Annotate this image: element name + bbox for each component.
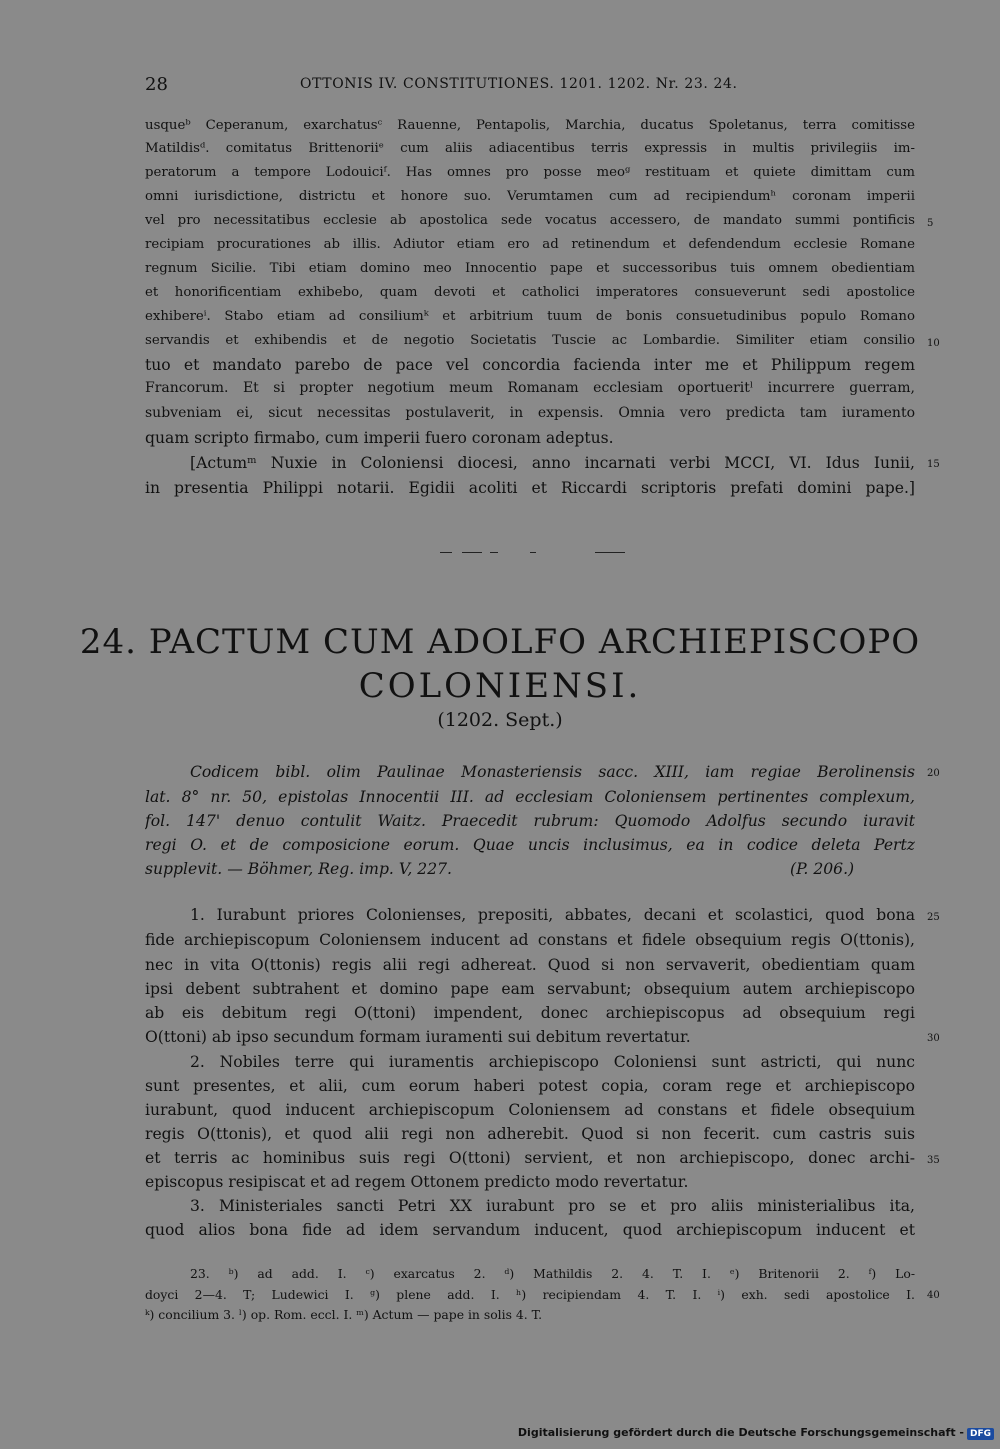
page-number: 28 xyxy=(145,74,168,95)
body-line: O(ttoni) ab ipso secundum formam iuramenti sui debitum revertatur. xyxy=(145,1028,691,1046)
intro-line: regi O. et de composicione eorum. Quae uncis inclusimus, ea in codice deleta Pertz xyxy=(145,836,915,854)
separator-rule xyxy=(490,552,498,553)
document-title-cont: COLONIENSI. xyxy=(358,666,642,706)
body-line: ipsi debent subtrahent et domino pape eam servabunt; obsequium autem archiepiscopo xyxy=(145,980,915,998)
body-line: iurabunt, quod inducent archiepiscopum Coloniensem ad constans et fidele obsequium xyxy=(145,1101,915,1119)
line-number: 25 xyxy=(927,912,940,923)
line-number: 35 xyxy=(927,1155,940,1166)
text-line: peratorum a tempore Lodouiciᶠ. Has omnes pro posse meoᵍ restituam et quiete dimittam cum xyxy=(145,165,915,180)
credit-text: Digitalisierung gefördert durch die Deutsche Forschungsgemeinschaft - xyxy=(517,1426,964,1439)
text-line: [Actumᵐ Nuxie in Coloniensi diocesi, anno incarnati verbi MCCI, VI. Idus Iunii, xyxy=(190,454,915,472)
body-line: 1. Iurabunt priores Colonienses, prepositi, abbates, decani et scolastici, quod bona xyxy=(190,906,915,924)
text-line: exhibereⁱ. Stabo etiam ad consiliumᵏ et arbitrium tuum de bonis consuetudinibus populo Romano xyxy=(145,309,915,324)
intro-line: lat. 8° nr. 50, epistolas Innocentii III. ad ecclesiam Coloniensem pertinentes complexum, xyxy=(145,788,915,806)
text-line: recipiam procurationes ab illis. Adiutor etiam ero ad retinendum et defendendum ecclesie Romane xyxy=(145,237,915,252)
text-line: subveniam ei, sicut necessitas postulaverit, in expensis. Omnia vero predicta tam iuramento xyxy=(145,405,915,421)
footnote-line: ᵏ) concilium 3. ˡ) op. Rom. eccl. I. ᵐ) Actum — pape in solis 4. T. xyxy=(145,1307,543,1322)
body-line: ab eis debitum regi O(ttoni) impendent, donec archiepiscopus ad obsequium regi xyxy=(145,1004,915,1022)
dfg-logo: DFG xyxy=(967,1428,994,1440)
text-line: usqueᵇ Ceperanum, exarchatusᶜ Rauenne, Pentapolis, Marchia, ducatus Spoletanus, terra comitisse xyxy=(145,118,915,133)
line-number: 30 xyxy=(927,1033,940,1044)
intro-line: supplevit. — Böhmer, Reg. imp. V, 227. xyxy=(145,860,453,878)
separator-rule xyxy=(595,552,625,553)
body-line: episcopus resipiscat et ad regem Ottonem predicto modo revertatur. xyxy=(145,1173,689,1191)
text-line: Francorum. Et si propter negotium meum Romanam ecclesiam oportueritˡ incurrere guerram, xyxy=(145,380,915,396)
body-line: sunt presentes, et alii, cum eorum haberi potest copia, coram rege et archiepiscopo xyxy=(145,1077,915,1095)
line-number: 40 xyxy=(927,1290,940,1301)
document-title: 24. PACTUM CUM ADOLFO ARCHIEPISCOPO xyxy=(79,622,921,662)
line-number: 15 xyxy=(927,459,940,470)
body-line: 3. Ministeriales sancti Petri XX iurabunt pro se et pro aliis ministerialibus ita, xyxy=(190,1197,915,1215)
running-title: OTTONIS IV. CONSTITUTIONES. 1201. 1202. Nr. 23. 24. xyxy=(300,76,738,92)
document-date: (1202. Sept.) xyxy=(437,709,563,731)
intro-line: fol. 147' denuo contulit Waitz. Praecedit rubrum: Quomodo Adolfus secundo iuravit xyxy=(145,812,915,830)
separator-rule xyxy=(462,552,482,553)
text-line: et honorificentiam exhibebo, quam devoti et catholici imperatores consueverunt sedi apostolice xyxy=(145,285,915,300)
footnote-line: doyci 2—4. T; Ludewici I. ᵍ) plene add. I. ʰ) recipiendam 4. T. I. ⁱ) exh. sedi apostolice I. xyxy=(145,1287,915,1302)
intro-reference: (P. 206.) xyxy=(790,860,855,878)
body-line: et terris ac hominibus suis regi O(ttoni) servient, et non archiepiscopo, donec archi- xyxy=(145,1149,915,1167)
separator-rule xyxy=(530,552,536,553)
body-line: nec in vita O(ttonis) regis alii regi adhereat. Quod si non servaverit, obedientiam quam xyxy=(145,956,915,974)
line-number: 20 xyxy=(927,768,940,779)
text-line: in presentia Philippi notarii. Egidii acoliti et Riccardi scriptoris prefati domini pape.] xyxy=(145,479,915,497)
intro-line: Codicem bibl. olim Paulinae Monasteriensis sacc. XIII, iam regiae Berolinensis xyxy=(190,763,915,781)
line-number: 10 xyxy=(927,338,940,349)
body-line: regis O(ttonis), et quod alii regi non adherebit. Quod si non fecerit. cum castris suis xyxy=(145,1125,915,1143)
text-line: tuo et mandato parebo de pace vel concordia facienda inter me et Philippum regem xyxy=(145,356,915,374)
body-line: 2. Nobiles terre qui iuramentis archiepiscopo Coloniensi sunt astricti, qui nunc xyxy=(190,1053,915,1071)
body-line: quod alios bona fide ad idem servandum inducent, quod archiepiscopum inducent et xyxy=(145,1221,915,1239)
text-line: omni iurisdictione, districtu et honore suo. Verumtamen cum ad recipiendumʰ coronam imperii xyxy=(145,189,915,204)
footnote-line: 23. ᵇ) ad add. I. ᶜ) exarcatus 2. ᵈ) Mathildis 2. 4. T. I. ᵉ) Britenorii 2. ᶠ) Lo- xyxy=(190,1266,915,1281)
digitization-credit xyxy=(518,1426,994,1440)
text-line: regnum Sicilie. Tibi etiam domino meo Innocentio pape et successoribus tuis omnem obedientiam xyxy=(145,261,915,276)
text-line: Matildisᵈ. comitatus Brittenoriiᵉ cum aliis adiacentibus terris expressis in multis privilegiis im- xyxy=(145,141,915,156)
separator-rule xyxy=(440,552,452,553)
text-line: servandis et exhibendis et de negotio Societatis Tuscie ac Lombardie. Similiter etiam consilio xyxy=(145,333,915,348)
body-line: fide archiepiscopum Coloniensem inducent ad constans et fidele obsequium regis O(ttonis), xyxy=(145,931,915,949)
line-number: 5 xyxy=(927,218,934,229)
text-line: vel pro necessitatibus ecclesie ab apostolica sede vocatus accessero, de mandato summi pontificis xyxy=(145,213,915,228)
text-line: quam scripto firmabo, cum imperii fuero coronam adeptus. xyxy=(145,429,614,447)
